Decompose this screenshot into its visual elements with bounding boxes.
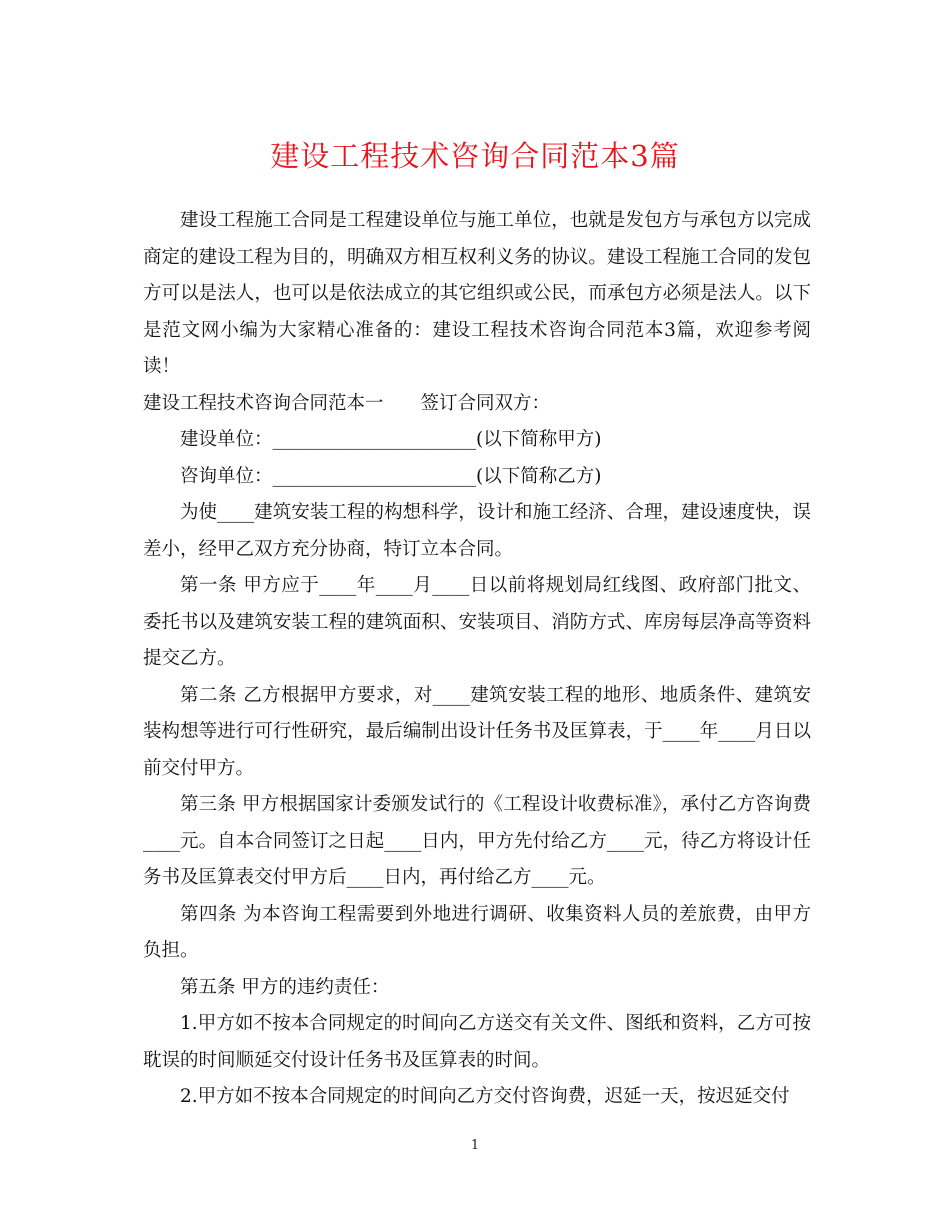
article-five: 第五条 甲方的违约责任： <box>180 976 390 998</box>
article-five-item-1: 1.甲方如不按本合同规定的时间向乙方送交有关文件、图纸和资料，乙方可按耽误的时间顺延交付设计任务书及匡算表的时间。 <box>143 1013 811 1071</box>
document-title: 建设工程技术咨询合同范本3篇 <box>270 139 680 173</box>
article-four: 第四条 为本咨询工程需要到外地进行调研、收集资料人员的差旅费，由甲方负担。 <box>143 903 811 961</box>
party-b-line: 咨询单位：______________________(以下简称乙方) <box>180 465 602 487</box>
party-a-line: 建设单位：______________________(以下简称甲方) <box>180 429 602 450</box>
article-one: 第一条 甲方应于____年____月____日以前将规划局红线图、政府部门批文、委托书以及建筑安装工程的建筑面积、安装项目、消防方式、库房每层净高等资料提交乙方。 <box>143 575 811 669</box>
page-number: 1 <box>470 1138 480 1153</box>
intro-paragraph: 建设工程施工合同是工程建设单位与施工单位，也就是发包方与承包方以完成商定的建设工程为目的，明确双方相互权利义务的协议。建设工程施工合同的发包方可以是法人，也可以是依法成立的其它组织或公民，而承包方必须是法人。以下是范文网小编为大家精心准备的：建设工程技术咨询合同范本3篇，欢迎参考阅读！ <box>143 210 811 377</box>
article-three: 第三条 甲方根据国家计委颁发试行的《工程设计收费标准》，承付乙方咨询费____元。自本合同签订之日起____日内，甲方先付给乙方____元，待乙方将设计任务书及匡算表交付甲方后____日内，再付给乙方____元。 <box>143 794 811 888</box>
purpose-paragraph: 为使____建筑安装工程的构想科学，设计和施工经济、合理，建设速度快，误差小，经甲乙双方充分协商，特订立本合同。 <box>143 502 811 560</box>
article-five-item-2: 2.甲方如不按本合同规定的时间向乙方交付咨询费，迟延一天，按迟延交付 <box>180 1086 790 1107</box>
document-body <box>143 203 811 1116</box>
contract-one-heading: 建设工程技术咨询合同范本一 签订合同双方： <box>143 392 551 414</box>
article-two: 第二条 乙方根据甲方要求，对____建筑安装工程的地形、地质条件、建筑安装构想等进行可行性研究，最后编制出设计任务书及匡算表，于____年____月日以前交付甲方。 <box>143 684 811 779</box>
